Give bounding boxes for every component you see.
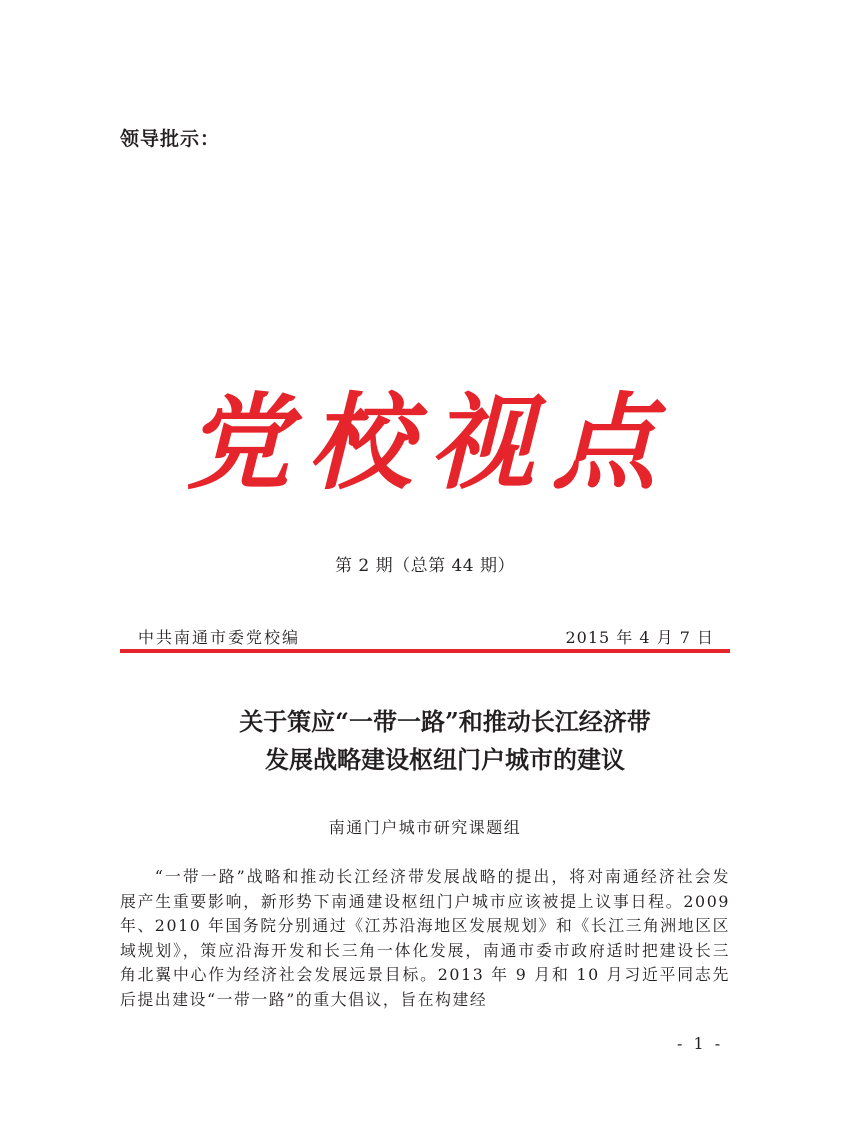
publish-date: 2015 年 4 月 7 日 xyxy=(565,628,714,647)
article-title-line-2: 发展战略建设枢纽门户城市的建议 xyxy=(265,745,625,774)
issue-line: 第 2 期（总第 44 期） xyxy=(334,556,516,576)
editor-line: 中共南通市委党校编 xyxy=(138,628,301,647)
masthead-title: 党校视点 xyxy=(185,381,674,504)
article-body xyxy=(120,865,730,1012)
approval-label: 领导批示： xyxy=(120,128,221,150)
article-title xyxy=(0,703,850,779)
page-number: - 1 - xyxy=(677,1034,724,1053)
red-divider xyxy=(120,649,730,653)
body-paragraph: “一带一路”战略和推动长江经济带发展战略的提出，将对南通经济社会发展产生重要影响，新形势下南通建设枢纽门户城市应该被提上议事日程。2009 年、2010 年国务院分别通过《江苏沿海地区发展规划》和《长江三角洲地区区域规划》，策应沿海开发和长三角一体化发展，南通市委市政府适时把建设长三角北翼中心作为经济社会发展远景目标。2013 年 9 月和 10 月习近平同志先后提出建设“一带一路”的重大倡议，旨在构建经 xyxy=(120,867,730,1009)
article-title-line-1: 关于策应“一带一路”和推动长江经济带 xyxy=(239,707,651,736)
article-author: 南通门户城市研究课题组 xyxy=(328,818,522,837)
